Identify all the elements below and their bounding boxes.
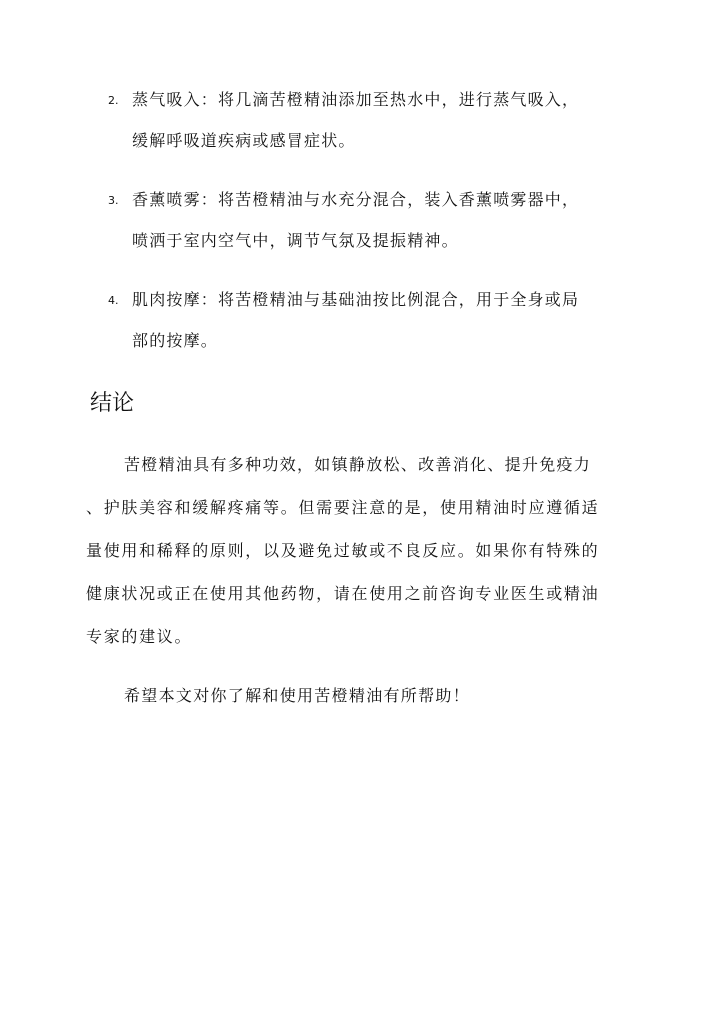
closing-paragraph: 希望本文对你了解和使用苦橙精油有所帮助！ bbox=[124, 686, 471, 705]
list-number: 2. bbox=[108, 94, 119, 107]
paragraph-line: 苦橙精油具有多种功效，如镇静放松、改善消化、提升免疫力 bbox=[124, 455, 592, 474]
paragraph-line: 、护肤美容和缓解疼痛等。但需要注意的是，使用精油时应遵循适 bbox=[86, 498, 600, 517]
paragraph-line: 专家的建议。 bbox=[86, 627, 193, 646]
section-heading-conclusion: 结论 bbox=[90, 391, 135, 416]
paragraph-line: 健康状况或正在使用其他药物，请在使用之前咨询专业医生或精油 bbox=[86, 584, 600, 603]
list-number: 3. bbox=[108, 194, 119, 207]
list-number: 4. bbox=[108, 294, 119, 307]
list-item-text-line: 蒸气吸入：将几滴苦橙精油添加至热水中，进行蒸气吸入， bbox=[132, 90, 580, 109]
list-item-text-line: 缓解呼吸道疾病或感冒症状。 bbox=[132, 131, 356, 150]
list-item-text-line: 香薰喷雾：将苦橙精油与水充分混合，装入香薰喷雾器中， bbox=[132, 190, 580, 209]
list-item-text-line: 喷洒于室内空气中，调节气氛及提振精神。 bbox=[132, 231, 459, 250]
paragraph-line: 量使用和稀释的原则，以及避免过敏或不良反应。如果你有特殊的 bbox=[86, 541, 600, 560]
list-item-text-line: 肌肉按摩：将苦橙精油与基础油按比例混合，用于全身或局 bbox=[132, 290, 580, 309]
list-item-text-line: 部的按摩。 bbox=[132, 331, 219, 350]
